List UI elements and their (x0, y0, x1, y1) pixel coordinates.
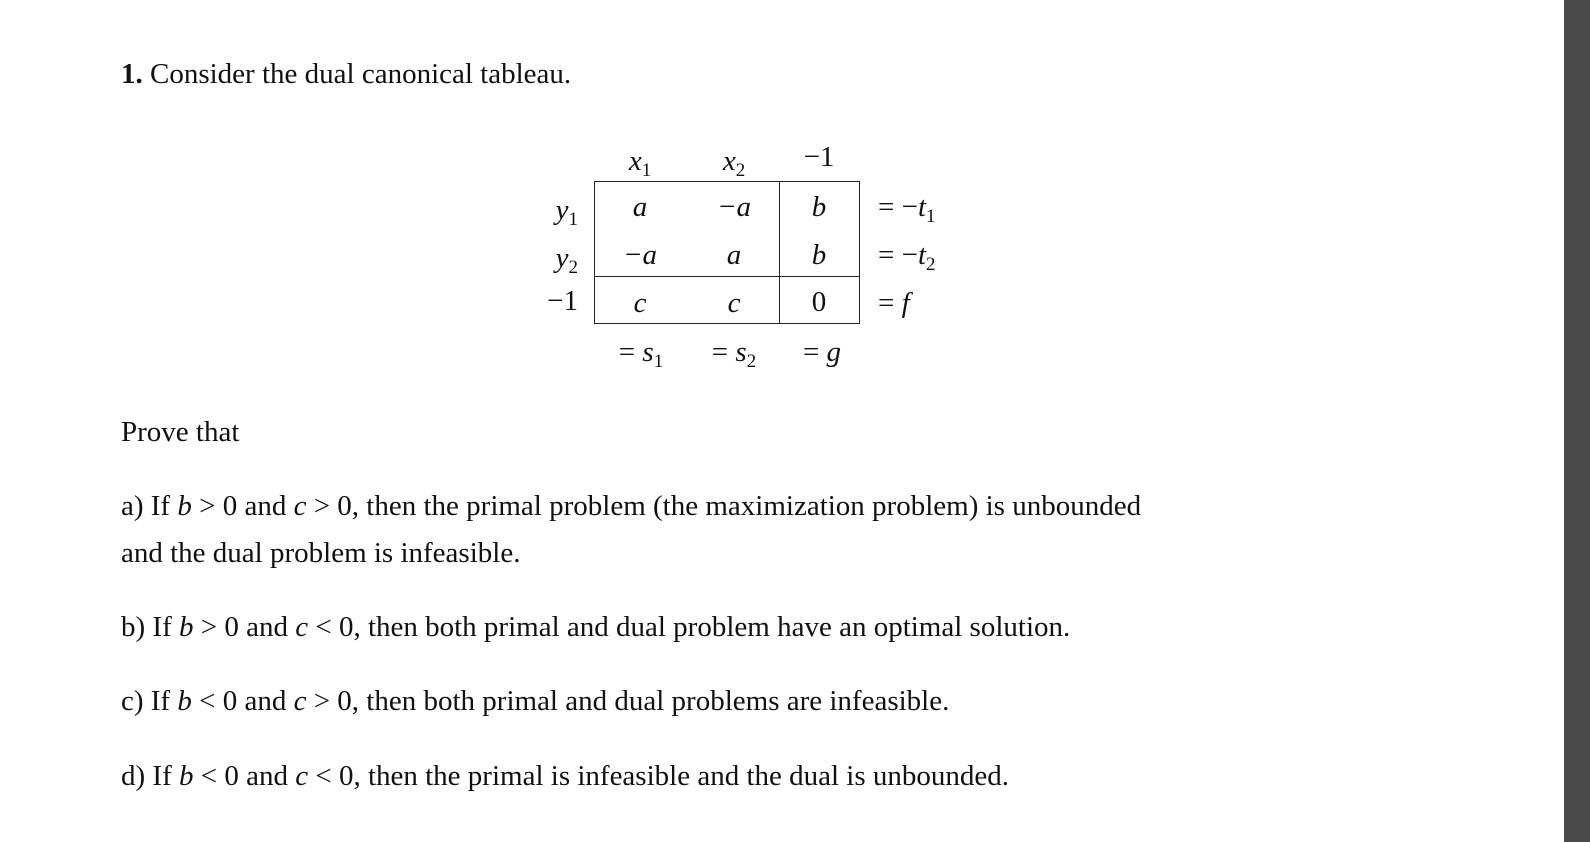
problem-number: 1. (121, 58, 143, 90)
row-result-f: = f (878, 287, 910, 319)
part-b: b) If b > 0 and c < 0, then both primal and dual problem have an optimal solution. (121, 611, 1071, 643)
col-result-g: = g (802, 336, 842, 368)
col-header-x2: $x_2$ (722, 145, 746, 181)
cell-r2-c3: b (811, 239, 827, 271)
cell-r2-c1: −a (622, 239, 658, 271)
col-result-s1: = $s_1$ (618, 336, 664, 372)
part-c: c) If b < 0 and c > 0, then both primal and dual problems are infeasible. (121, 685, 950, 717)
problem-intro: Consider the dual canonical tableau. (150, 58, 572, 90)
tableau-horizontal-divider (594, 276, 860, 277)
row-header-minus-one: −1 (547, 285, 578, 317)
part-a-line2: and the dual problem is infeasible. (121, 537, 521, 569)
cell-r3-c2: c (727, 287, 741, 319)
col-header-x1: $x_1$ (628, 145, 652, 181)
problem-heading (121, 60, 571, 89)
cell-r3-c3: 0 (811, 286, 827, 318)
row-header-y2: $y_2$ (555, 242, 578, 278)
part-d: d) If b < 0 and c < 0, then the primal is infeasible and the dual is unbounded. (121, 760, 1010, 792)
row-header-y1: $y_1$ (555, 194, 578, 230)
col-header-minus-one: −1 (803, 141, 835, 173)
cell-r2-c2: a (726, 239, 742, 271)
prove-that-text: Prove that (121, 416, 240, 448)
cell-r3-c1: c (633, 287, 647, 319)
tableau-vertical-divider (779, 181, 780, 324)
row-result-t2: = $-t_2$ (878, 239, 936, 275)
part-a-line1: a) If b > 0 and c > 0, then the primal problem (the maximization problem) is unbounded (121, 490, 1142, 522)
cell-r1-c3: b (811, 191, 827, 223)
col-result-s2: = $s_2$ (711, 336, 757, 372)
row-result-t1: = $-t_1$ (878, 191, 936, 227)
cell-r1-c1: a (632, 191, 648, 223)
scrollbar[interactable] (1564, 0, 1590, 842)
cell-r1-c2: −a (716, 191, 752, 223)
